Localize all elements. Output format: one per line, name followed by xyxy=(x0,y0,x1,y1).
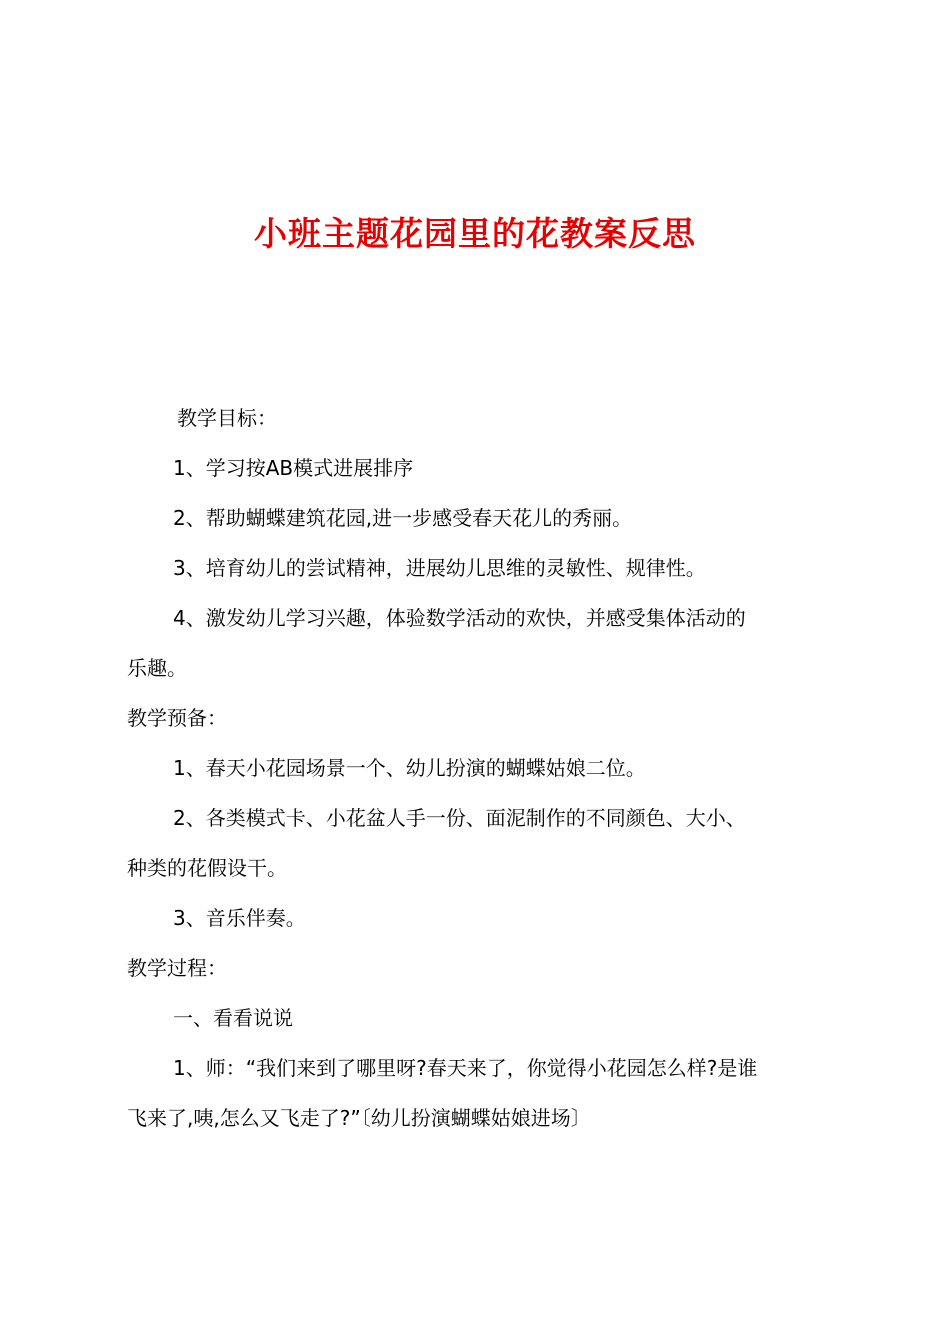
section-heading-process: 教学过程： xyxy=(127,956,227,980)
paragraph-objective-1: 1、学习按AB模式进展排序 xyxy=(173,456,414,480)
paragraph-objective-4-line-1: 4、激发幼儿学习兴趣，体验数学活动的欢快，并感受集体活动的 xyxy=(173,606,746,630)
paragraph-process-1-line-2: 飞来了,咦,怎么又飞走了?”〔幼儿扮演蝴蝶姑娘进场〕 xyxy=(127,1106,591,1130)
paragraph-objective-3: 3、培育幼儿的尝试精神，进展幼儿思维的灵敏性、规律性。 xyxy=(173,556,706,580)
section-heading-objectives: 教学目标： xyxy=(177,406,277,430)
section-heading-preparation: 教学预备： xyxy=(127,706,227,730)
document-body xyxy=(127,393,833,1143)
paragraph-objective-2: 2、帮助蝴蝶建筑花园,进一步感受春天花儿的秀丽。 xyxy=(173,506,633,530)
document-title: 小班主题花园里的花教案反思 xyxy=(254,214,696,253)
subsection-heading-look-and-say: 一、看看说说 xyxy=(173,1006,293,1030)
paragraph-objective-4-line-2: 乐趣。 xyxy=(127,656,187,680)
paragraph-preparation-2-line-1: 2、各类模式卡、小花盆人手一份、面泥制作的不同颜色、大小、 xyxy=(173,806,746,830)
paragraph-preparation-1: 1、春天小花园场景一个、幼儿扮演的蝴蝶姑娘二位。 xyxy=(173,756,646,780)
paragraph-preparation-3: 3、音乐伴奏。 xyxy=(173,906,306,930)
paragraph-preparation-2-line-2: 种类的花假设干。 xyxy=(127,856,287,880)
paragraph-process-1-line-1: 1、师：“我们来到了哪里呀?春天来了，你觉得小花园怎么样?是谁 xyxy=(173,1056,758,1080)
